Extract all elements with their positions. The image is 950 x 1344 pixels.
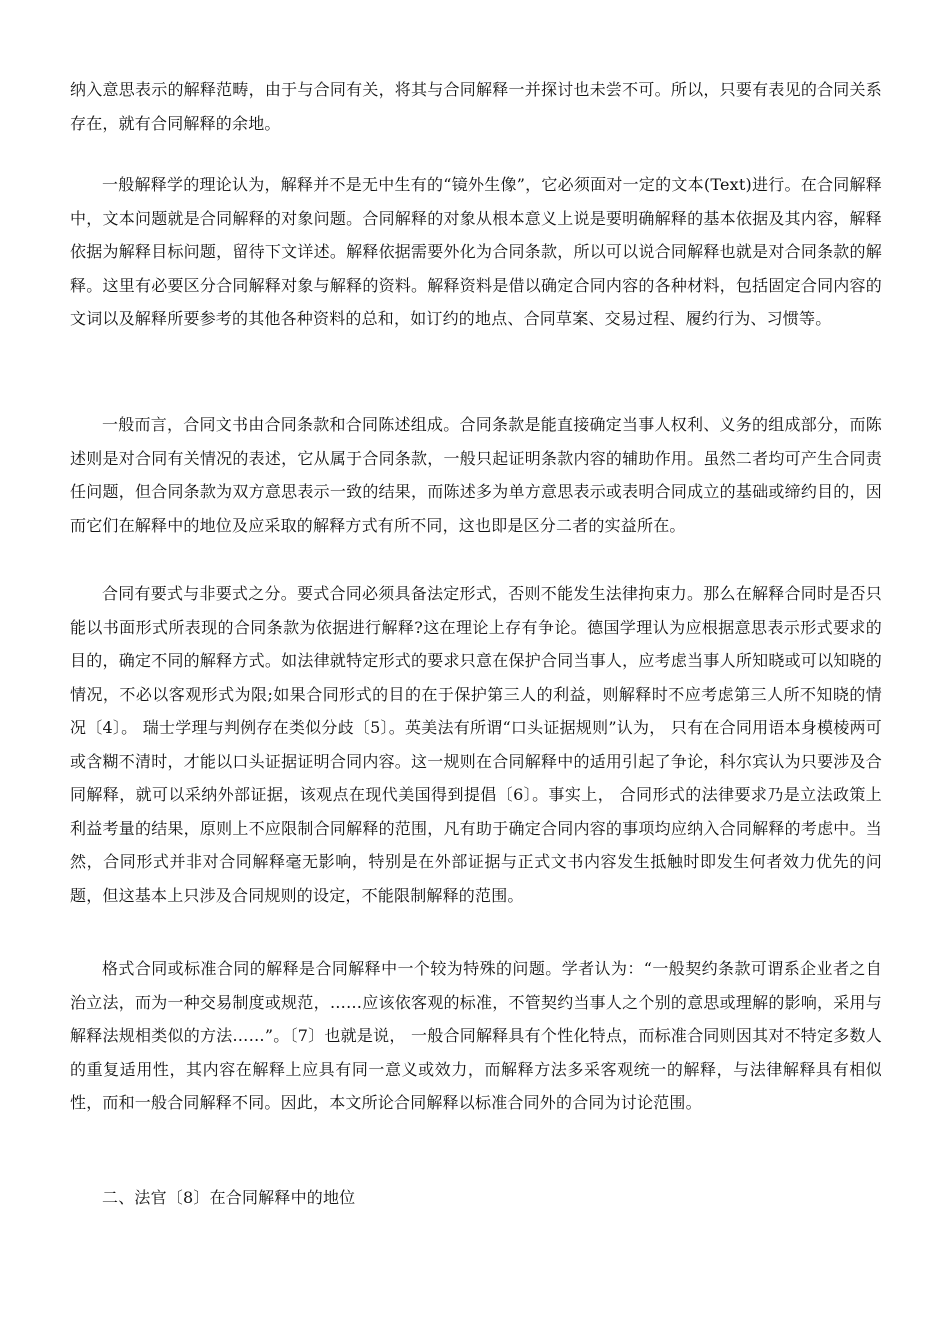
section-heading: 二、法官〔8〕在合同解释中的地位 [102, 1188, 356, 1207]
paragraph-continuation: 纳入意思表示的解释范畴，由于与合同有关，将其与合同解释一并探讨也未尝不可。所以，只要有表见的合同关系存在，就有合同解释的余地。 [70, 80, 882, 133]
paragraph-formal-contracts: 合同有要式与非要式之分。要式合同必须具备法定形式，否则不能发生法律拘束力。那么在解释合同时是否只能以书面形式所表现的合同条款为依据进行解释?这在理论上存有争论。德国学理认为应根据意思表示形式要求的目的，确定不同的解释方式。如法律就特定形式的要求只意在保护合同当事人，应考虑当事人所知晓或可以知晓的情况，不必以客观形式为限;如果合同形式的目的在于保护第三人的利益，则解释时不应考虑第三人所不知晓的情况〔4〕。 瑞士学理与判例存在类似分歧〔5〕。英美法有所谓“口头证据规则”认为， 只有在合同用语本身模棱两可或含糊不清时，才能以口头证据证明合同内容。这一规则在合同解释中的适用引起了争论，科尔宾认为只要涉及合同解释，就可以采纳外部证据，该观点在现代美国得到提倡〔6〕。事实上， 合同形式的法律要求乃是立法政策上利益考量的结果，原则上不应限制合同解释的范围，凡有助于确定合同内容的事项均应纳入合同解释的考虑中。当然，合同形式并非对合同解释毫无影响，特别是在外部证据与正式文书内容发生抵触时即发生何者效力优先的问题，但这基本上只涉及合同规则的设定，不能限制解释的范围。 [70, 584, 882, 905]
paragraph-clauses-and-statements: 一般而言，合同文书由合同条款和合同陈述组成。合同条款是能直接确定当事人权利、义务的组成部分，而陈述则是对合同有关情况的表述，它从属于合同条款，一般只起证明条款内容的辅助作用。虽然二者均可产生合同责任问题，但合同条款为双方意思表示一致的结果，而陈述多为单方意思表示或表明合同成立的基础或缔约目的，因而它们在解释中的地位及应采取的解释方式有所不同，这也即是区分二者的实益所在。 [70, 415, 882, 535]
paragraph-interpretation-object: 一般解释学的理论认为，解释并不是无中生有的“镜外生像”，它必须面对一定的文本(Text)进行。在合同解释中，文本问题就是合同解释的对象问题。合同解释的对象从根本意义上说是要明确解释的基本依据及其内容，解释依据为解释目标问题，留待下文详述。解释依据需要外化为合同条款，所以可以说合同解释也就是对合同条款的解释。这里有必要区分合同解释对象与解释的资料。解释资料是借以确定合同内容的各种材料，包括固定合同内容的文词以及解释所要参考的其他各种资料的总和，如订约的地点、合同草案、交易过程、履约行为、习惯等。 [70, 175, 882, 328]
paragraph-standard-contracts: 格式合同或标准合同的解释是合同解释中一个较为特殊的问题。学者认为：“一般契约条款可谓系企业者之自治立法，而为一种交易制度或规范，……应该依客观的标准，不管契约当事人之个别的意思或理解的影响，采用与解释法规相类似的方法……”。〔7〕也就是说， 一般合同解释具有个性化特点，而标准合同则因其对不特定多数人的重复适用性，其内容在解释上应具有同一意义或效力，而解释方法多采客观统一的解释，与法律解释具有相似性，而和一般合同解释不同。因此，本文所论合同解释以标准合同外的合同为讨论范围。 [70, 959, 882, 1112]
